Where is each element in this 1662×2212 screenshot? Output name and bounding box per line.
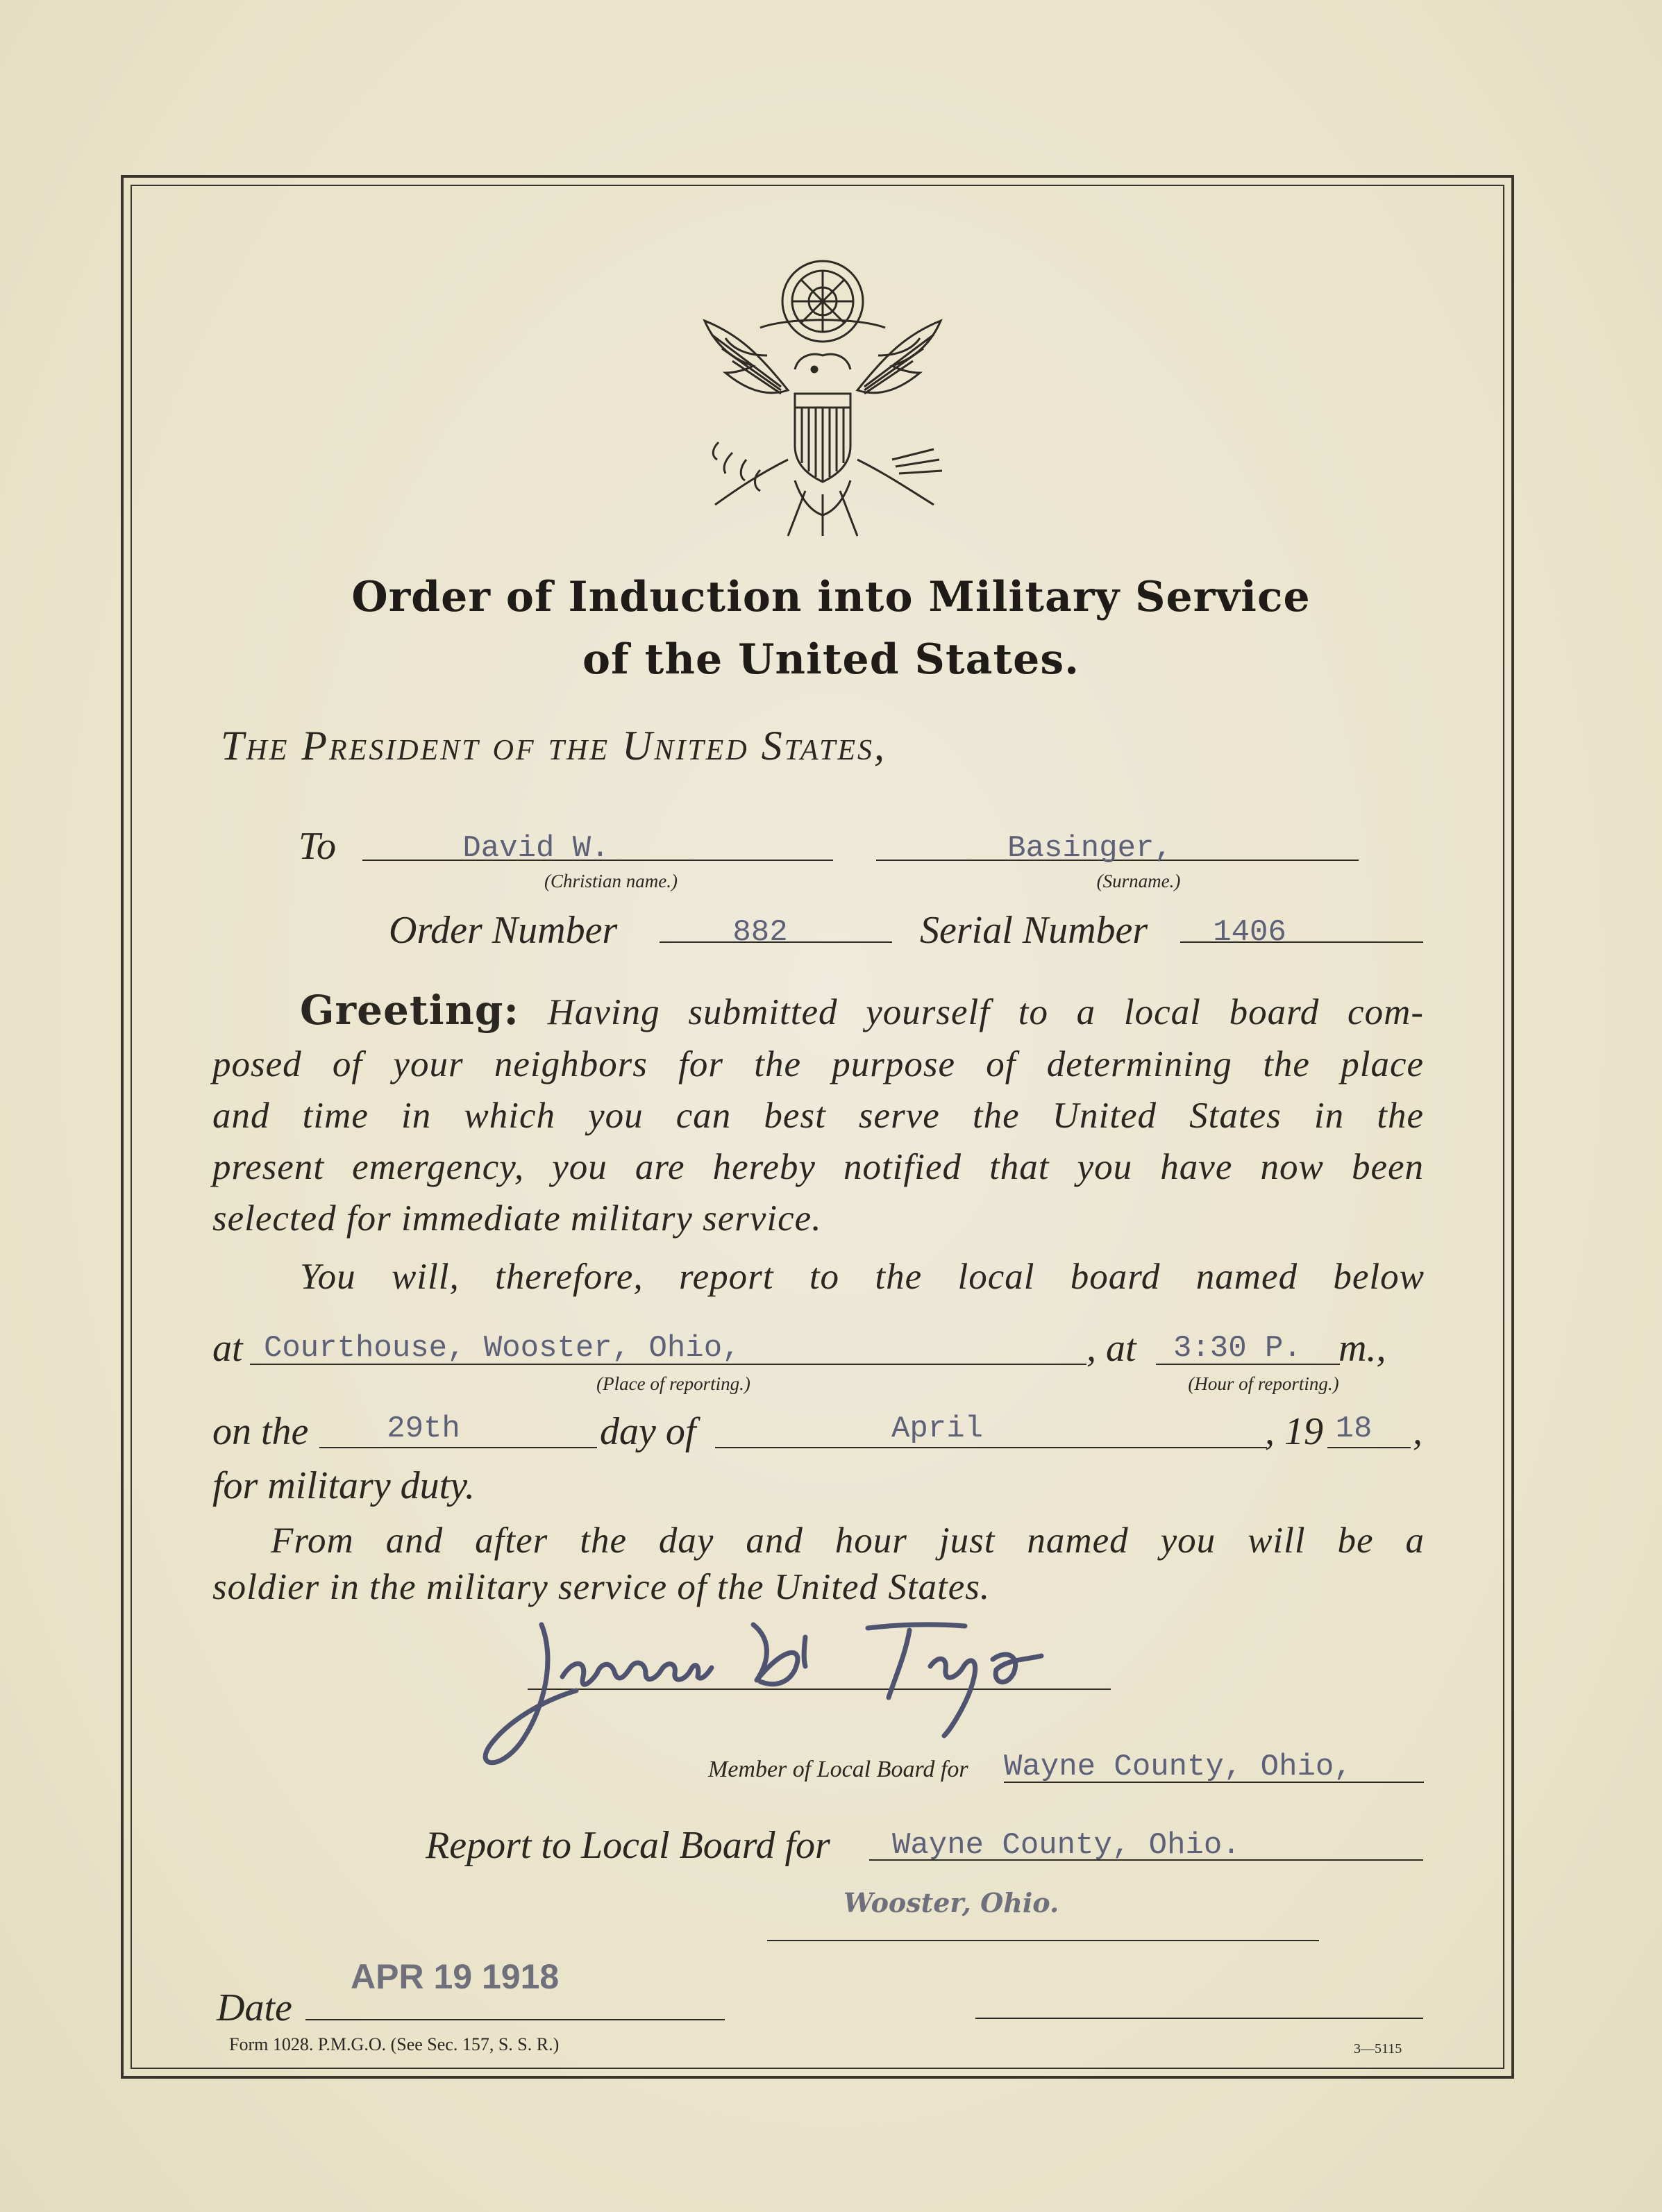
surname-value: Basinger, bbox=[1007, 831, 1173, 866]
surname-caption: (Surname.) bbox=[1096, 871, 1181, 891]
report-to-label: Report to Local Board for bbox=[426, 1824, 830, 1867]
report-to-county: Wayne County, Ohio. bbox=[892, 1828, 1241, 1863]
city-line bbox=[767, 1940, 1319, 1941]
place-caption: (Place of reporting.) bbox=[596, 1373, 750, 1394]
hour-caption: (Hour of reporting.) bbox=[1188, 1373, 1339, 1394]
greeting-text-1: Having submitted yourself to a local board com- bbox=[547, 992, 1424, 1032]
serial-number-label: Serial Number bbox=[920, 909, 1148, 952]
month-line bbox=[715, 1447, 1267, 1448]
greeting-line-2: posed of your neighbors for the purpose of determining the place bbox=[212, 1044, 1424, 1084]
serial-number-value: 1406 bbox=[1213, 915, 1286, 950]
right-blank-line bbox=[975, 2018, 1423, 2019]
closing-line-2: soldier in the military service of the United States. bbox=[212, 1567, 991, 1607]
day-value: 29th bbox=[387, 1411, 460, 1446]
greeting-line-1 bbox=[212, 984, 1424, 1038]
year-value: 18 bbox=[1335, 1411, 1373, 1446]
form-code: 3—5115 bbox=[1354, 2041, 1402, 2056]
order-number-value: 882 bbox=[732, 915, 788, 950]
year-prefix: , 19 bbox=[1265, 1410, 1323, 1453]
year-comma: , bbox=[1413, 1410, 1422, 1453]
eagle-seal-icon bbox=[684, 251, 962, 543]
christian-name-value: David W. bbox=[462, 831, 610, 866]
date-line bbox=[305, 2019, 725, 2020]
title-line-1: Order of Induction into Military Service bbox=[351, 573, 1311, 621]
on-the-label: on the bbox=[212, 1410, 309, 1453]
member-county-value: Wayne County, Ohio, bbox=[1004, 1750, 1352, 1784]
greeting-line-5: selected for immediate military service. bbox=[212, 1198, 822, 1239]
date-label: Date bbox=[217, 1986, 292, 2029]
place-value: Courthouse, Wooster, Ohio, bbox=[264, 1331, 741, 1366]
christian-name-caption: (Christian name.) bbox=[544, 871, 678, 891]
to-label: To bbox=[299, 825, 337, 868]
addressed-by: The President of the United States, bbox=[221, 723, 887, 769]
greeting-line-3: and time in which you can best serve the United States in the bbox=[212, 1096, 1424, 1136]
title-line-2: of the United States. bbox=[582, 635, 1080, 684]
member-label: Member of Local Board for bbox=[708, 1757, 968, 1782]
day-line bbox=[319, 1447, 597, 1448]
hour-at-label: , at bbox=[1086, 1327, 1136, 1370]
order-number-label: Order Number bbox=[389, 909, 618, 952]
month-value: April bbox=[891, 1411, 984, 1446]
report-instruction: You will, therefore, report to the local board named below bbox=[300, 1257, 1425, 1297]
hour-suffix: m., bbox=[1338, 1327, 1386, 1370]
form-footer: Form 1028. P.M.G.O. (See Sec. 157, S. S. R.) bbox=[229, 2034, 560, 2054]
military-duty-line: for military duty. bbox=[212, 1464, 475, 1507]
at-label: at bbox=[212, 1327, 243, 1370]
greeting-line-4: present emergency, you are hereby notified that you have now been bbox=[212, 1147, 1424, 1187]
closing-line-1: From and after the day and hour just named you will be a bbox=[271, 1520, 1425, 1561]
city-stamp: Wooster, Ohio. bbox=[843, 1887, 1059, 1918]
greeting-word: Greeting: bbox=[300, 987, 519, 1034]
year-line bbox=[1327, 1447, 1411, 1448]
day-of-label: day of bbox=[600, 1410, 696, 1453]
hour-value: 3:30 P. bbox=[1173, 1331, 1302, 1366]
date-stamp: APR 19 1918 bbox=[351, 1957, 560, 1996]
